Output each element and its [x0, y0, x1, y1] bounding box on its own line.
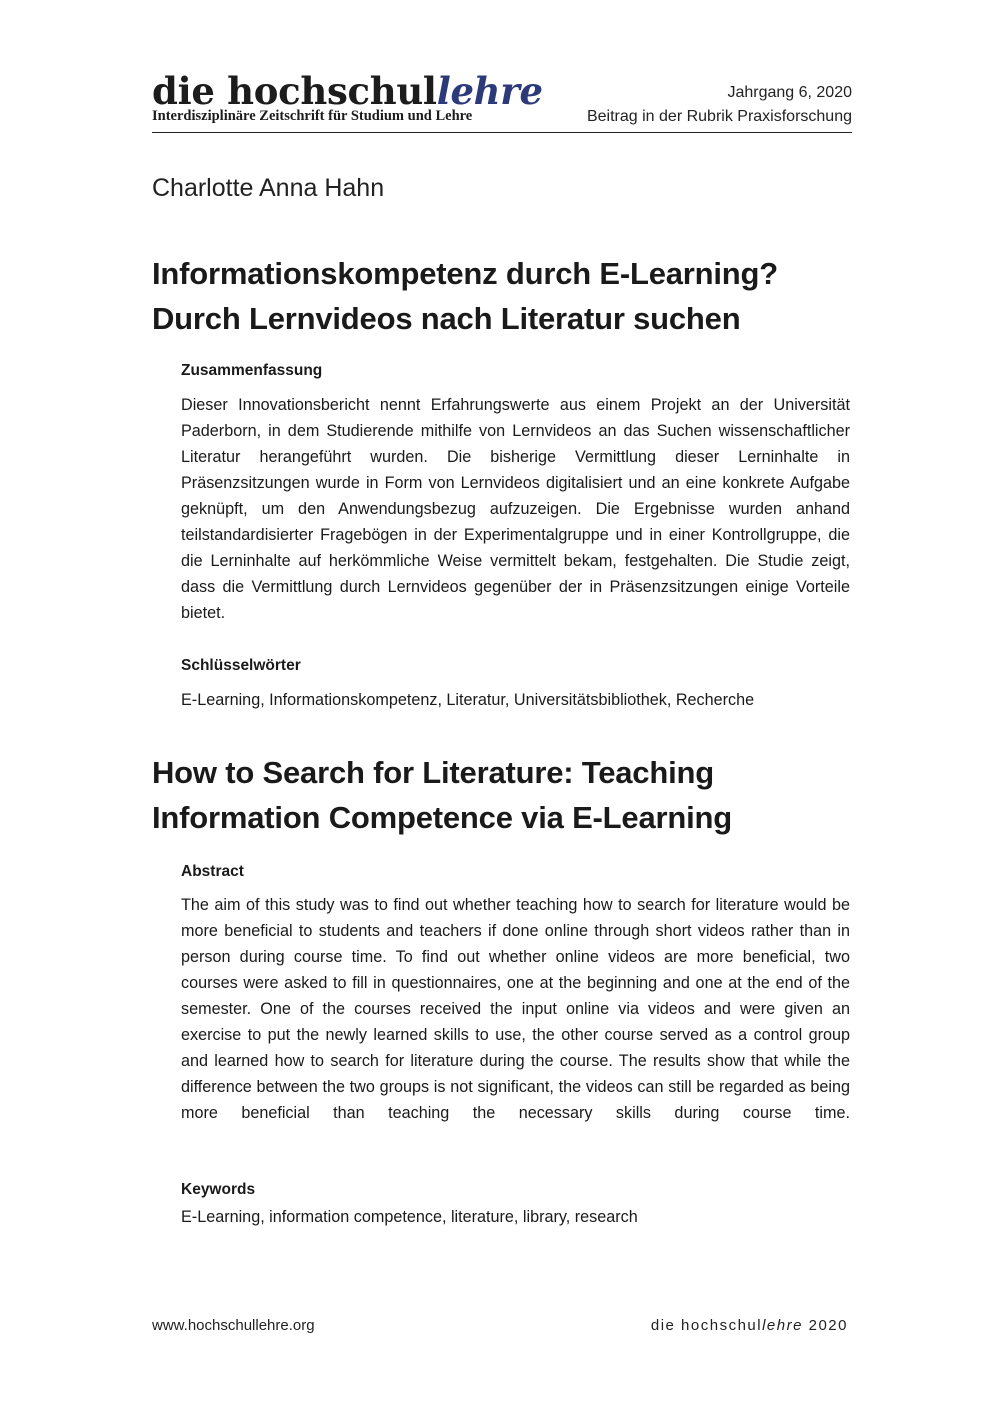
journal-volume: Jahrgang 6, 2020: [727, 84, 852, 101]
journal-logo-main: die hochschul: [152, 69, 437, 113]
german-title-line-2: Durch Lernvideos nach Literatur suchen: [152, 301, 741, 336]
footer-journal-main: die hochschul: [650, 1317, 763, 1334]
journal-logo: [152, 70, 543, 112]
german-keywords-heading: Schlüsselwörter: [181, 657, 301, 674]
footer-journal: [651, 1316, 848, 1336]
abstract-text: The aim of this study was to find out whether teaching how to search for literature would be more beneficial to students and teachers if done online through short videos rather than in person during course time. To find out whether online videos are more beneficial, two courses were asked to fill in questionnaires, one at the beginning and one at the end of the semester. One of the courses received the input online via videos and were given an exercise to put the newly learned skills to use, the other course served as a control group and learned how to search for literature during the course. The results show that while the difference between the two groups is not significant, the videos can still be regarded as being more beneficial than teaching the necessary skills during course time.: [181, 896, 850, 1122]
footer-journal-accent: lehre: [762, 1317, 803, 1334]
german-title-line-1: Informationskompetenz durch E-Learning?: [152, 256, 779, 291]
summary-heading: Zusammenfassung: [181, 362, 323, 379]
english-title: [152, 750, 852, 840]
abstract-heading: Abstract: [181, 863, 244, 880]
footer-journal-year: 2020: [802, 1317, 848, 1334]
english-keywords-text: E-Learning, information competence, literature, library, research: [181, 1208, 638, 1226]
journal-logo-accent: lehre: [436, 69, 543, 113]
german-keywords-text: E-Learning, Informationskompetenz, Literatur, Universitätsbibliothek, Recherche: [181, 691, 755, 709]
journal-rubric: Beitrag in der Rubrik Praxisforschung: [586, 108, 852, 125]
author-name: Charlotte Anna Hahn: [152, 174, 385, 202]
german-title: [152, 251, 852, 341]
english-keywords-heading: Keywords: [181, 1181, 256, 1198]
summary-text: Dieser Innovationsbericht nennt Erfahrungswerte aus einem Projekt an der Universität Paderborn, in dem Studierende mithilfe von Lernvideos an das Suchen wissenschaftlicher Literatur herangeführt wurden. Die bisherige Vermittlung dieser Lerninhalte in Präsenzsitzungen wurde in Form von Lernvideos digitalisiert und an eine konkrete Aufgabe geknüpft, um den Anwendungsbezug aufzuzeigen. Die Ergebnisse wurden anhand teilstandardisierter Fragebögen in der Experimentalgruppe und in einer Kontrollgruppe, die die Lerninhalte auf herkömmliche Weise vermittelt bekam, festgehalten. Die Studie zeigt, dass die Vermittlung durch Lernvideos gegenüber der in Präsenzsitzungen einige Vorteile bietet.: [181, 396, 850, 622]
english-title-line-2: Information Competence via E-Learning: [152, 800, 732, 835]
footer-website: www.hochschullehre.org: [152, 1317, 315, 1334]
journal-header: [152, 70, 852, 133]
english-title-line-1: How to Search for Literature: Teaching: [152, 755, 714, 790]
journal-logo-subtitle: Interdisziplinäre Zeitschrift für Studium und Lehre: [152, 108, 473, 124]
